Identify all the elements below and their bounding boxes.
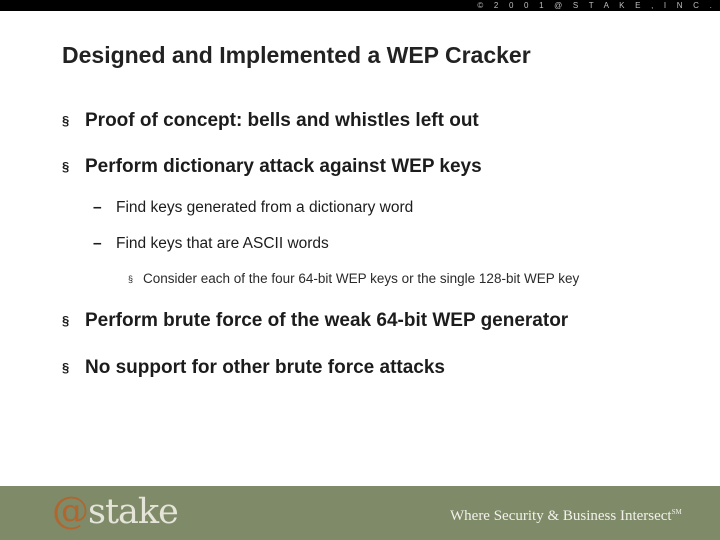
bullet-marker-icon: §: [128, 274, 134, 284]
bullet-text: Proof of concept: bells and whistles left out: [85, 110, 479, 131]
bullet-marker-icon: §: [62, 113, 70, 128]
bullet-marker-icon: §: [62, 159, 70, 174]
bullet-text: Perform dictionary attack against WEP keys: [85, 156, 482, 177]
footer-tagline: [450, 508, 682, 525]
bullet-item: [62, 156, 482, 178]
dash-marker-icon: –: [93, 235, 102, 252]
logo-at-sign: @: [52, 489, 88, 532]
logo-word: stake: [88, 492, 178, 532]
bullet-item: [62, 310, 568, 332]
sub-bullet-text: Find keys generated from a dictionary word: [116, 199, 414, 216]
sub-sub-bullet-text: Consider each of the four 64-bit WEP keys or the single 128-bit WEP key: [143, 271, 580, 286]
bullet-marker-icon: §: [62, 313, 70, 328]
sub-bullet-item: [93, 235, 329, 253]
bullet-item: [62, 110, 479, 132]
bullet-item: [62, 357, 445, 379]
footer-bar: [0, 486, 720, 540]
copyright-text: © 2 0 0 1 @ S T A K E , I N C .: [477, 1, 716, 10]
slide-title: Designed and Implemented a WEP Cracker: [62, 42, 531, 68]
bullet-text: Perform brute force of the weak 64-bit WEP generator: [85, 310, 569, 331]
tagline-text: Where Security & Business Intersect: [450, 508, 672, 524]
sub-sub-bullet-item: [128, 271, 579, 286]
sub-bullet-item: [93, 199, 413, 217]
stake-logo: [52, 489, 178, 532]
top-bar: [0, 0, 720, 11]
dash-marker-icon: –: [93, 199, 102, 216]
service-mark: SM: [671, 508, 682, 516]
sub-bullet-text: Find keys that are ASCII words: [116, 235, 329, 252]
bullet-marker-icon: §: [62, 360, 70, 375]
bullet-text: No support for other brute force attacks: [85, 357, 445, 378]
